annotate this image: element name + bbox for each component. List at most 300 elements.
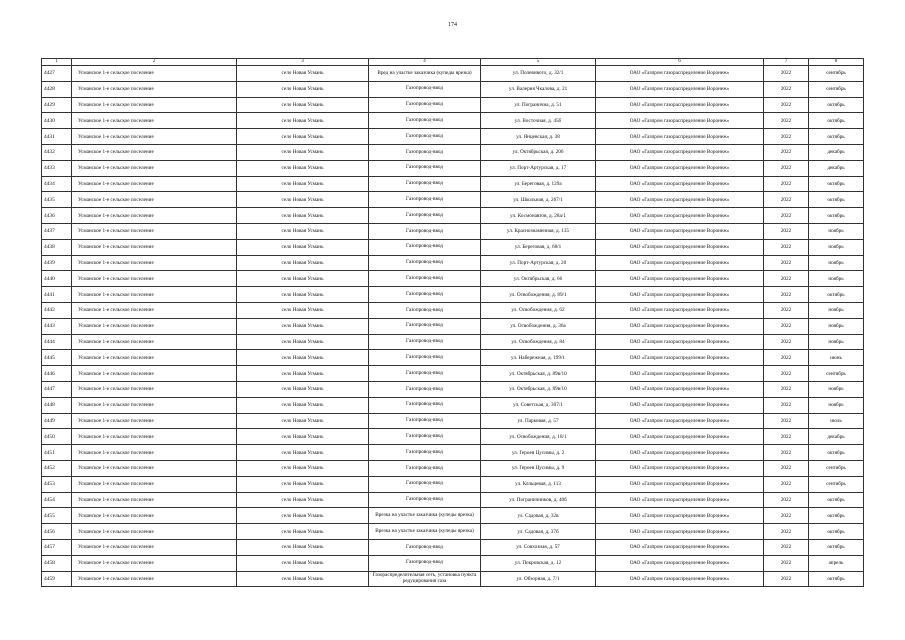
address-cell: ул. Освобождения, д. 62 <box>481 302 596 318</box>
address-cell: ул. Советская, д. 307/1 <box>481 397 596 413</box>
settlement-name-cell: Усманское 1-е сельское поселение <box>72 445 237 461</box>
table-row <box>42 366 864 382</box>
table-body <box>42 66 864 587</box>
address-cell: ул. Кольцевая, д. 113 <box>481 476 596 492</box>
address-cell: ул. Краснознаменная, д. 135 <box>481 223 596 239</box>
locality-name-cell: село Новая Усмань <box>237 271 369 287</box>
address-cell: ул. Обзорная, д. 7/1 <box>481 571 596 587</box>
object-type-cell: Газопровод-ввод <box>369 176 481 192</box>
column-number-header: 3 <box>237 59 369 66</box>
row-number-cell: 4430 <box>42 113 72 129</box>
month-cell: ноябрь <box>809 334 864 350</box>
row-number-cell: 4448 <box>42 397 72 413</box>
month-cell: октябрь <box>809 113 864 129</box>
month-cell: ноябрь <box>809 318 864 334</box>
settlement-name-cell: Усманское 1-е сельское поселение <box>72 460 237 476</box>
locality-name-cell: село Новая Усмань <box>237 208 369 224</box>
row-number-cell: 4447 <box>42 381 72 397</box>
settlement-name-cell: Усманское 1-е сельское поселение <box>72 492 237 508</box>
organization-cell: ОАО «Газпром газораспределение Воронеж» <box>596 287 764 303</box>
table-row <box>42 508 864 524</box>
row-number-cell: 4457 <box>42 539 72 555</box>
object-type-cell: Газопровод-ввод <box>369 397 481 413</box>
table-row <box>42 66 864 82</box>
locality-name-cell: село Новая Усмань <box>237 571 369 587</box>
column-number-header: 6 <box>596 59 764 66</box>
table-row <box>42 192 864 208</box>
table-row <box>42 129 864 145</box>
row-number-cell: 4442 <box>42 302 72 318</box>
row-number-cell: 4456 <box>42 524 72 540</box>
object-type-cell: Вред на участке заказчика (купеды врезка) <box>369 66 481 82</box>
locality-name-cell: село Новая Усмань <box>237 524 369 540</box>
row-number-cell: 4444 <box>42 334 72 350</box>
object-type-cell: Газопровод-ввод <box>369 555 481 571</box>
row-number-cell: 4455 <box>42 508 72 524</box>
locality-name-cell: село Новая Усмань <box>237 97 369 113</box>
organization-cell: ОАО «Газпром газораспределение Воронеж» <box>596 160 764 176</box>
row-number-cell: 4440 <box>42 271 72 287</box>
object-type-cell: Газопровод-ввод <box>369 160 481 176</box>
table-row <box>42 113 864 129</box>
table-row <box>42 492 864 508</box>
locality-name-cell: село Новая Усмань <box>237 144 369 160</box>
year-cell: 2022 <box>764 508 809 524</box>
address-cell: ул. Порт-Артурская, д. 17 <box>481 160 596 176</box>
settlement-name-cell: Усманское 1-е сельское поселение <box>72 476 237 492</box>
address-cell: ул. Садовая, д. 37б <box>481 524 596 540</box>
locality-name-cell: село Новая Усмань <box>237 397 369 413</box>
locality-name-cell: село Новая Усмань <box>237 492 369 508</box>
month-cell: октябрь <box>809 508 864 524</box>
locality-name-cell: село Новая Усмань <box>237 350 369 366</box>
address-cell: ул. Школьная, д. 267/1 <box>481 192 596 208</box>
address-cell: ул. Освобождения, д. 18/1 <box>481 429 596 445</box>
organization-cell: ОАО «Газпром газораспределение Воронеж» <box>596 144 764 160</box>
organization-cell: ОАО «Газпром газораспределение Воронеж» <box>596 429 764 445</box>
year-cell: 2022 <box>764 476 809 492</box>
object-type-cell: Газопровод-ввод <box>369 476 481 492</box>
organization-cell: ОАО «Газпром газораспределение Воронеж» <box>596 492 764 508</box>
settlement-name-cell: Усманское 1-е сельское поселение <box>72 176 237 192</box>
address-cell: ул. Освобождения, д. 84 <box>481 334 596 350</box>
address-cell: ул. Парковая, д. 57 <box>481 413 596 429</box>
object-type-cell: Газопровод-ввод <box>369 539 481 555</box>
organization-cell: ОАО «Газпром газораспределение Воронеж» <box>596 460 764 476</box>
table-row <box>42 302 864 318</box>
gasification-schedule-table <box>41 58 864 587</box>
table-row <box>42 429 864 445</box>
table-row <box>42 81 864 97</box>
column-number-header: 8 <box>809 59 864 66</box>
year-cell: 2022 <box>764 255 809 271</box>
settlement-name-cell: Усманское 1-е сельское поселение <box>72 413 237 429</box>
year-cell: 2022 <box>764 318 809 334</box>
settlement-name-cell: Усманское 1-е сельское поселение <box>72 113 237 129</box>
settlement-name-cell: Усманское 1-е сельское поселение <box>72 81 237 97</box>
settlement-name-cell: Усманское 1-е сельское поселение <box>72 144 237 160</box>
month-cell: октябрь <box>809 445 864 461</box>
row-number-cell: 4427 <box>42 66 72 82</box>
settlement-name-cell: Усманское 1-е сельское поселение <box>72 66 237 82</box>
year-cell: 2022 <box>764 113 809 129</box>
month-cell: октябрь <box>809 97 864 113</box>
year-cell: 2022 <box>764 381 809 397</box>
year-cell: 2022 <box>764 66 809 82</box>
locality-name-cell: село Новая Усмань <box>237 318 369 334</box>
row-number-cell: 4443 <box>42 318 72 334</box>
organization-cell: ОАО «Газпром газораспределение Воронеж» <box>596 334 764 350</box>
month-cell: октябрь <box>809 192 864 208</box>
year-cell: 2022 <box>764 413 809 429</box>
row-number-cell: 4435 <box>42 192 72 208</box>
object-type-cell: Врезка на участке заказчика (купеды врезка) <box>369 524 481 540</box>
address-cell: ул. Октябрьская, д. 89в/10 <box>481 366 596 382</box>
organization-cell: ОАО «Газпром газораспределение Воронеж» <box>596 208 764 224</box>
organization-cell: ОАО «Газпром газораспределение Воронеж» <box>596 81 764 97</box>
month-cell: октябрь <box>809 176 864 192</box>
table-row <box>42 160 864 176</box>
table-row <box>42 223 864 239</box>
year-cell: 2022 <box>764 492 809 508</box>
object-type-cell: Газопровод-ввод <box>369 81 481 97</box>
year-cell: 2022 <box>764 539 809 555</box>
object-type-cell: Газопровод-ввод <box>369 192 481 208</box>
month-cell: декабрь <box>809 160 864 176</box>
address-cell: ул. Береговая, д. 129а <box>481 176 596 192</box>
address-cell: ул. Порт-Артурская, д. 20 <box>481 255 596 271</box>
year-cell: 2022 <box>764 176 809 192</box>
settlement-name-cell: Усманское 1-е сельское поселение <box>72 555 237 571</box>
address-cell: ул. Октябрьская, д. 66 <box>481 271 596 287</box>
object-type-cell: Газопровод-ввод <box>369 460 481 476</box>
row-number-cell: 4437 <box>42 223 72 239</box>
organization-cell: ОАО «Газпром газораспределение Воронеж» <box>596 97 764 113</box>
settlement-name-cell: Усманское 1-е сельское поселение <box>72 397 237 413</box>
locality-name-cell: село Новая Усмань <box>237 66 369 82</box>
organization-cell: ОАО «Газпром газораспределение Воронеж» <box>596 476 764 492</box>
month-cell: сентябрь <box>809 81 864 97</box>
row-number-cell: 4436 <box>42 208 72 224</box>
address-cell: ул. Восточная, д. 45б <box>481 113 596 129</box>
month-cell: октябрь <box>809 208 864 224</box>
row-number-cell: 4429 <box>42 97 72 113</box>
object-type-cell: Газопровод-ввод <box>369 144 481 160</box>
month-cell: сентябрь <box>809 476 864 492</box>
column-number-header: 2 <box>72 59 237 66</box>
table-row <box>42 318 864 334</box>
address-cell: ул. Полевивого, д. 32/1 <box>481 66 596 82</box>
settlement-name-cell: Усманское 1-е сельское поселение <box>72 160 237 176</box>
address-cell: ул. Октябрьская, д. 89в/10 <box>481 381 596 397</box>
table-row <box>42 397 864 413</box>
locality-name-cell: село Новая Усмань <box>237 366 369 382</box>
object-type-cell: Газопровод-ввод <box>369 492 481 508</box>
organization-cell: ОАО «Газпром газораспределение Воронеж» <box>596 397 764 413</box>
row-number-cell: 4459 <box>42 571 72 587</box>
table-row <box>42 176 864 192</box>
settlement-name-cell: Усманское 1-е сельское поселение <box>72 239 237 255</box>
locality-name-cell: село Новая Усмань <box>237 255 369 271</box>
organization-cell: ОАО «Газпром газораспределение Воронеж» <box>596 524 764 540</box>
table-row <box>42 239 864 255</box>
year-cell: 2022 <box>764 555 809 571</box>
locality-name-cell: село Новая Усмань <box>237 302 369 318</box>
address-cell: ул. Садовая, д. 32в <box>481 508 596 524</box>
locality-name-cell: село Новая Усмань <box>237 223 369 239</box>
organization-cell: ОАО «Газпром газораспределение Воронеж» <box>596 271 764 287</box>
month-cell: ноябрь <box>809 397 864 413</box>
object-type-cell: Газопровод-ввод <box>369 271 481 287</box>
table-header-row <box>42 59 864 66</box>
row-number-cell: 4433 <box>42 160 72 176</box>
year-cell: 2022 <box>764 129 809 145</box>
table-row <box>42 144 864 160</box>
month-cell: ноябрь <box>809 381 864 397</box>
row-number-cell: 4431 <box>42 129 72 145</box>
month-cell: апрель <box>809 555 864 571</box>
object-type-cell: Газопровод-ввод <box>369 318 481 334</box>
settlement-name-cell: Усманское 1-е сельское поселение <box>72 255 237 271</box>
organization-cell: ОАО «Газпром газораспределение Воронеж» <box>596 223 764 239</box>
organization-cell: ОАО «Газпром газораспределение Воронеж» <box>596 366 764 382</box>
year-cell: 2022 <box>764 81 809 97</box>
address-cell: ул. Освобождения, д. 89/1 <box>481 287 596 303</box>
object-type-cell: Газопровод-ввод <box>369 239 481 255</box>
row-number-cell: 4449 <box>42 413 72 429</box>
row-number-cell: 4451 <box>42 445 72 461</box>
address-cell: ул. Набережная, д. 199/1 <box>481 350 596 366</box>
locality-name-cell: село Новая Усмань <box>237 113 369 129</box>
row-number-cell: 4458 <box>42 555 72 571</box>
year-cell: 2022 <box>764 223 809 239</box>
table-row <box>42 97 864 113</box>
address-cell: ул. Октябрьская, д. 206 <box>481 144 596 160</box>
year-cell: 2022 <box>764 366 809 382</box>
row-number-cell: 4446 <box>42 366 72 382</box>
year-cell: 2022 <box>764 271 809 287</box>
organization-cell: ОАО «Газпром газораспределение Воронеж» <box>596 113 764 129</box>
row-number-cell: 4438 <box>42 239 72 255</box>
month-cell: сентябрь <box>809 366 864 382</box>
object-type-cell: Газораспределительная сеть, установка пункта редуцирования газа <box>369 571 481 587</box>
table-row <box>42 445 864 461</box>
locality-name-cell: село Новая Усмань <box>237 460 369 476</box>
object-type-cell: Газопровод-ввод <box>369 350 481 366</box>
table-row <box>42 571 864 587</box>
locality-name-cell: село Новая Усмань <box>237 287 369 303</box>
object-type-cell: Газопровод-ввод <box>369 287 481 303</box>
table-row <box>42 555 864 571</box>
locality-name-cell: село Новая Усмань <box>237 129 369 145</box>
settlement-name-cell: Усманское 1-е сельское поселение <box>72 223 237 239</box>
locality-name-cell: село Новая Усмань <box>237 81 369 97</box>
organization-cell: ОАО «Газпром газораспределение Воронеж» <box>596 129 764 145</box>
settlement-name-cell: Усманское 1-е сельское поселение <box>72 381 237 397</box>
organization-cell: ОАО «Газпром газораспределение Воронеж» <box>596 413 764 429</box>
organization-cell: ОАО «Газпром газораспределение Воронеж» <box>596 555 764 571</box>
column-number-header: 5 <box>481 59 596 66</box>
year-cell: 2022 <box>764 239 809 255</box>
organization-cell: ОАО «Газпром газораспределение Воронеж» <box>596 508 764 524</box>
page-number: 174 <box>448 22 457 28</box>
year-cell: 2022 <box>764 97 809 113</box>
column-number-header: 7 <box>764 59 809 66</box>
year-cell: 2022 <box>764 571 809 587</box>
organization-cell: ОАО «Газпром газораспределение Воронеж» <box>596 239 764 255</box>
locality-name-cell: село Новая Усмань <box>237 508 369 524</box>
locality-name-cell: село Новая Усмань <box>237 476 369 492</box>
year-cell: 2022 <box>764 144 809 160</box>
month-cell: декабрь <box>809 429 864 445</box>
table-row <box>42 524 864 540</box>
settlement-name-cell: Усманское 1-е сельское поселение <box>72 350 237 366</box>
row-number-cell: 4445 <box>42 350 72 366</box>
year-cell: 2022 <box>764 287 809 303</box>
settlement-name-cell: Усманское 1-е сельское поселение <box>72 508 237 524</box>
locality-name-cell: село Новая Усмань <box>237 176 369 192</box>
locality-name-cell: село Новая Усмань <box>237 334 369 350</box>
address-cell: ул. Покровская, д. 12 <box>481 555 596 571</box>
locality-name-cell: село Новая Усмань <box>237 239 369 255</box>
year-cell: 2022 <box>764 445 809 461</box>
address-cell: ул. Космонавтов, д. 28а/1 <box>481 208 596 224</box>
table-row <box>42 460 864 476</box>
settlement-name-cell: Усманское 1-е сельское поселение <box>72 287 237 303</box>
year-cell: 2022 <box>764 302 809 318</box>
month-cell: октябрь <box>809 492 864 508</box>
settlement-name-cell: Усманское 1-е сельское поселение <box>72 429 237 445</box>
organization-cell: ОАО «Газпром газораспределение Воронеж» <box>596 176 764 192</box>
year-cell: 2022 <box>764 192 809 208</box>
address-cell: ул. Героев Цусимы, д. 9 <box>481 460 596 476</box>
settlement-name-cell: Усманское 1-е сельское поселение <box>72 192 237 208</box>
year-cell: 2022 <box>764 334 809 350</box>
month-cell: октябрь <box>809 524 864 540</box>
month-cell: июль <box>809 413 864 429</box>
locality-name-cell: село Новая Усмань <box>237 192 369 208</box>
locality-name-cell: село Новая Усмань <box>237 539 369 555</box>
row-number-cell: 4450 <box>42 429 72 445</box>
object-type-cell: Газопровод-ввод <box>369 381 481 397</box>
row-number-cell: 4432 <box>42 144 72 160</box>
locality-name-cell: село Новая Усмань <box>237 381 369 397</box>
month-cell: октябрь <box>809 287 864 303</box>
object-type-cell: Газопровод-ввод <box>369 113 481 129</box>
table-row <box>42 539 864 555</box>
month-cell: ноябрь <box>809 302 864 318</box>
object-type-cell: Газопровод-ввод <box>369 208 481 224</box>
organization-cell: ОАО «Газпром газораспределение Воронеж» <box>596 381 764 397</box>
month-cell: ноябрь <box>809 239 864 255</box>
locality-name-cell: село Новая Усмань <box>237 445 369 461</box>
settlement-name-cell: Усманское 1-е сельское поселение <box>72 271 237 287</box>
month-cell: ноябрь <box>809 255 864 271</box>
year-cell: 2022 <box>764 160 809 176</box>
object-type-cell: Газопровод-ввод <box>369 334 481 350</box>
settlement-name-cell: Усманское 1-е сельское поселение <box>72 571 237 587</box>
object-type-cell: Газопровод-ввод <box>369 445 481 461</box>
address-cell: ул. Совхозная, д. 57 <box>481 539 596 555</box>
locality-name-cell: село Новая Усмань <box>237 429 369 445</box>
object-type-cell: Газопровод-ввод <box>369 129 481 145</box>
year-cell: 2022 <box>764 524 809 540</box>
object-type-cell: Газопровод-ввод <box>369 366 481 382</box>
month-cell: октябрь <box>809 129 864 145</box>
organization-cell: ОАО «Газпром газораспределение Воронеж» <box>596 192 764 208</box>
settlement-name-cell: Усманское 1-е сельское поселение <box>72 524 237 540</box>
row-number-cell: 4439 <box>42 255 72 271</box>
settlement-name-cell: Усманское 1-е сельское поселение <box>72 97 237 113</box>
settlement-name-cell: Усманское 1-е сельское поселение <box>72 334 237 350</box>
table-row <box>42 381 864 397</box>
row-number-cell: 4434 <box>42 176 72 192</box>
settlement-name-cell: Усманское 1-е сельское поселение <box>72 129 237 145</box>
organization-cell: ОАО «Газпром газораспределение Воронеж» <box>596 302 764 318</box>
object-type-cell: Врезка на участке заказчика (купеды врезка) <box>369 508 481 524</box>
object-type-cell: Газопровод-ввод <box>369 302 481 318</box>
table-row <box>42 287 864 303</box>
year-cell: 2022 <box>764 397 809 413</box>
organization-cell: ОАО «Газпром газораспределение Воронеж» <box>596 255 764 271</box>
settlement-name-cell: Усманское 1-е сельское поселение <box>72 208 237 224</box>
month-cell: июнь <box>809 350 864 366</box>
organization-cell: ОАО «Газпром газораспределение Воронеж» <box>596 445 764 461</box>
month-cell: октябрь <box>809 571 864 587</box>
address-cell: ул. Пограничников, д. 40б <box>481 492 596 508</box>
organization-cell: ОАО «Газпром газораспределение Воронеж» <box>596 350 764 366</box>
row-number-cell: 4441 <box>42 287 72 303</box>
table-row <box>42 271 864 287</box>
address-cell: ул. Валерия Чкалова, д. 21 <box>481 81 596 97</box>
address-cell: ул. Береговая, д. 68/1 <box>481 239 596 255</box>
object-type-cell: Газопровод-ввод <box>369 97 481 113</box>
row-number-cell: 4428 <box>42 81 72 97</box>
address-cell: ул. Погранична, д. 51 <box>481 97 596 113</box>
year-cell: 2022 <box>764 429 809 445</box>
month-cell: ноябрь <box>809 271 864 287</box>
table-row <box>42 476 864 492</box>
table-row <box>42 334 864 350</box>
month-cell: сентябрь <box>809 66 864 82</box>
table-row <box>42 413 864 429</box>
year-cell: 2022 <box>764 350 809 366</box>
settlement-name-cell: Усманское 1-е сельское поселение <box>72 366 237 382</box>
row-number-cell: 4453 <box>42 476 72 492</box>
object-type-cell: Газопровод-ввод <box>369 413 481 429</box>
settlement-name-cell: Усманское 1-е сельское поселение <box>72 539 237 555</box>
locality-name-cell: село Новая Усмань <box>237 160 369 176</box>
month-cell: декабрь <box>809 144 864 160</box>
year-cell: 2022 <box>764 460 809 476</box>
month-cell: ноябрь <box>809 223 864 239</box>
column-number-header: 4 <box>369 59 481 66</box>
organization-cell: ОАО «Газпром газораспределение Воронеж» <box>596 318 764 334</box>
address-cell: ул. Героев Цусимы, д. 2 <box>481 445 596 461</box>
settlement-name-cell: Усманское 1-е сельское поселение <box>72 318 237 334</box>
column-number-header: 1 <box>42 59 72 66</box>
address-cell: ул. Освобождения, д. 36а <box>481 318 596 334</box>
locality-name-cell: село Новая Усмань <box>237 555 369 571</box>
locality-name-cell: село Новая Усмань <box>237 413 369 429</box>
object-type-cell: Газопровод-ввод <box>369 223 481 239</box>
month-cell: октябрь <box>809 539 864 555</box>
month-cell: сентябрь <box>809 460 864 476</box>
organization-cell: ОАО «Газпром газораспределение Воронеж» <box>596 66 764 82</box>
year-cell: 2022 <box>764 208 809 224</box>
row-number-cell: 4454 <box>42 492 72 508</box>
object-type-cell: Газопровод-ввод <box>369 429 481 445</box>
